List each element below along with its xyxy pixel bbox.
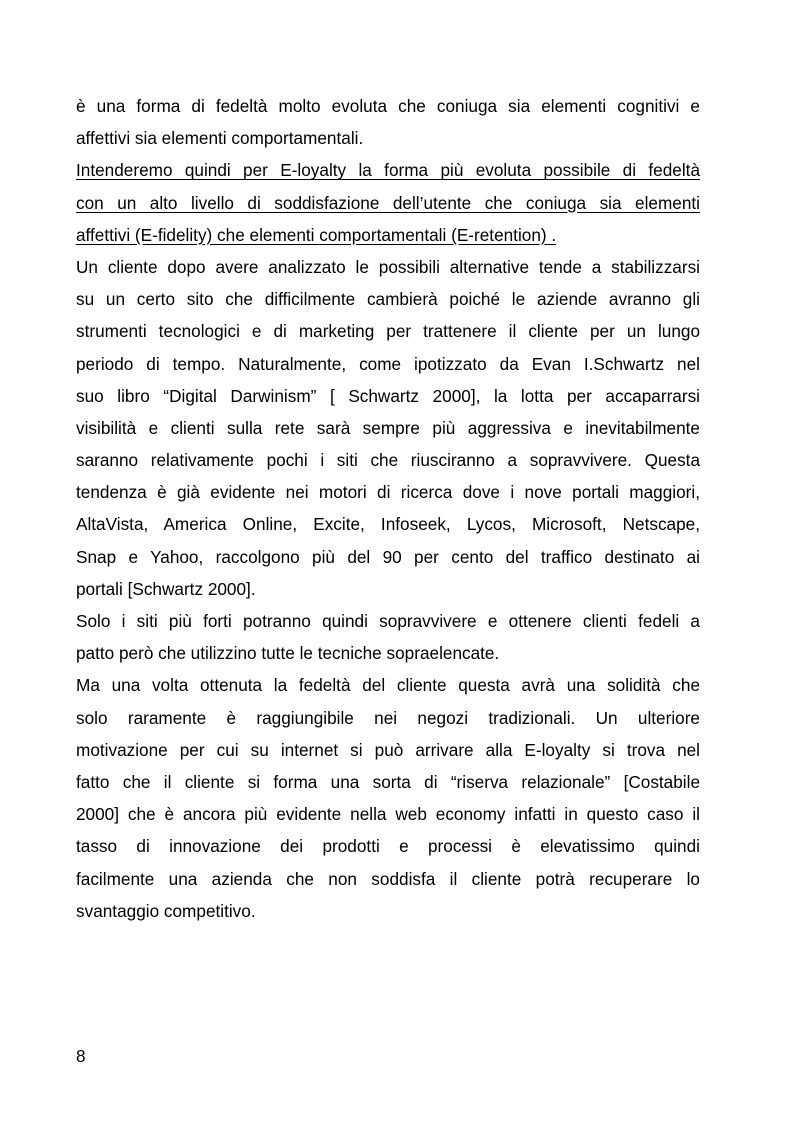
text-line: svantaggio competitivo. bbox=[76, 900, 256, 921]
text-line: patto però che utilizzino tutte le tecniche sopraelencate. bbox=[76, 643, 500, 664]
text-line: facilmente una azienda che non soddisfa il cliente potrà recuperare lo bbox=[76, 868, 700, 889]
text-line: periodo di tempo. Naturalmente, come ipotizzato da Evan I.Schwartz nel bbox=[76, 353, 700, 374]
underlined-text-line: con un alto livello di soddisfazione dell’utente che coniuga sia elementi bbox=[76, 192, 700, 213]
document-body bbox=[76, 90, 700, 927]
text-line: Snap e Yahoo, raccolgono più del 90 per cento del traffico destinato ai bbox=[76, 546, 700, 567]
text-line: AltaVista, America Online, Excite, Infoseek, Lycos, Microsoft, Netscape, bbox=[76, 514, 700, 535]
text-line: è una forma di fedeltà molto evoluta che coniuga sia elementi cognitivi e bbox=[76, 96, 700, 116]
text-line: tasso di innovazione dei prodotti e processi è elevatissimo quindi bbox=[76, 836, 700, 857]
page-number: 8 bbox=[76, 1046, 86, 1066]
text-line: suo libro “Digital Darwinism” [ Schwartz 2000], la lotta per accaparrarsi bbox=[76, 385, 700, 406]
text-line: affettivi sia elementi comportamentali. bbox=[76, 128, 364, 149]
text-line: visibilità e clienti sulla rete sarà sempre più aggressiva e inevitabilmente bbox=[76, 417, 700, 438]
text-line: solo raramente è raggiungibile nei negozi tradizionali. Un ulteriore bbox=[76, 707, 700, 728]
text-line: Ma una volta ottenuta la fedeltà del cliente questa avrà una solidità che bbox=[76, 675, 700, 696]
underlined-text-line: affettivi (E-fidelity) che elementi comportamentali (E-retention) . bbox=[76, 224, 557, 245]
text-line: su un certo sito che difficilmente cambierà poiché le aziende avranno gli bbox=[76, 289, 700, 310]
text-line: saranno relativamente pochi i siti che riusciranno a sopravvivere. Questa bbox=[76, 450, 700, 471]
text-line: 2000] che è ancora più evidente nella web economy infatti in questo caso il bbox=[76, 804, 700, 825]
text-line: motivazione per cui su internet si può arrivare alla E-loyalty si trova nel bbox=[76, 739, 700, 760]
text-line: portali [Schwartz 2000]. bbox=[76, 578, 256, 599]
text-line: Un cliente dopo avere analizzato le possibili alternative tende a stabilizzarsi bbox=[76, 256, 700, 277]
text-line: fatto che il cliente si forma una sorta di “riserva relazionale” [Costabile bbox=[76, 771, 700, 792]
text-line: tendenza è già evidente nei motori di ricerca dove i nove portali maggiori, bbox=[76, 482, 700, 503]
text-line: Solo i siti più forti potranno quindi sopravvivere e ottenere clienti fedeli a bbox=[76, 611, 700, 631]
underlined-text-line: Intenderemo quindi per E-loyalty la forma più evoluta possibile di fedeltà bbox=[76, 160, 700, 181]
text-line: strumenti tecnologici e di marketing per trattenere il cliente per un lungo bbox=[76, 321, 700, 342]
